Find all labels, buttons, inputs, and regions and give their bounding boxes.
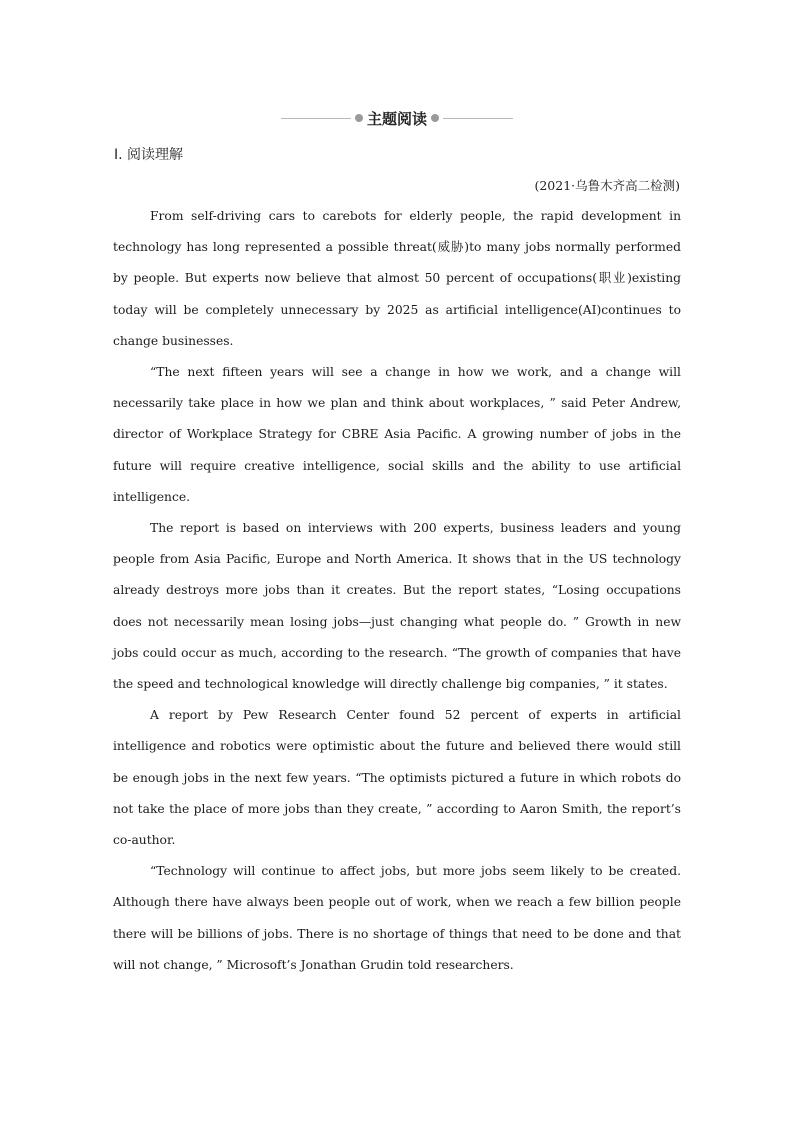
paragraph-3: The report is based on interviews with 200 experts, business leaders and young people from Asia Pacific, Europe and North America. It shows that in the US technology already destroys more jobs than it creates. But the report states, “Losing occupations does not necessarily mean losing jobs—just changing what people do. ” Growth in new jobs could occur as much, according to the research. “The growth of companies that have the speed and technological knowledge will directly challenge big companies, ” it states. [113, 521, 681, 692]
source-citation: (2021·乌鲁木齐高二检测) [534, 178, 680, 193]
banner-left-dot-icon [355, 114, 363, 122]
banner-right-dot-icon [431, 114, 439, 122]
paragraph-4: A report by Pew Research Center found 52 percent of experts in artificial intelligence and robotics were optimistic about the future and believed there would still be enough jobs in the next few years. “The optimists pictured a future in which robots do not take the place of more jobs than they create, ” according to Aaron Smith, the report’s co-author. [113, 708, 681, 848]
banner-title: 主题阅读 [366, 109, 427, 128]
topic-banner [0, 107, 794, 129]
paragraph-2: “The next fifteen years will see a change in how we work, and a change will necessarily take place in how we plan and think about workplaces, ” said Peter Andrew, director of Workplace Strategy for CBRE Asia Pacific. A growing number of jobs in the future will require creative intelligence, social skills and the ability to use artificial intelligence. [113, 365, 681, 504]
section-label: Ⅰ. 阅读理解 [114, 147, 184, 163]
banner-right-line [443, 118, 513, 119]
paragraph-1: From self-driving cars to carebots for elderly people, the rapid development in technology has long represented a possible threat(威胁)to many jobs normally performed by people. But experts now believe that almost 50 percent of occupations(职业)existing today will be completely unnecessary by 2025 as artificial intelligence(AI)continues to change businesses. [113, 209, 681, 348]
banner-left-line [281, 118, 351, 119]
paragraph-5: “Technology will continue to affect jobs, but more jobs seem likely to be created. Although there have always been people out of work, when we reach a few billion people there will be billions of jobs. There is no shortage of things that need to be done and that will not change, ” Microsoft’s Jonathan Grudin told researchers. [113, 864, 681, 972]
article-body [113, 201, 681, 981]
